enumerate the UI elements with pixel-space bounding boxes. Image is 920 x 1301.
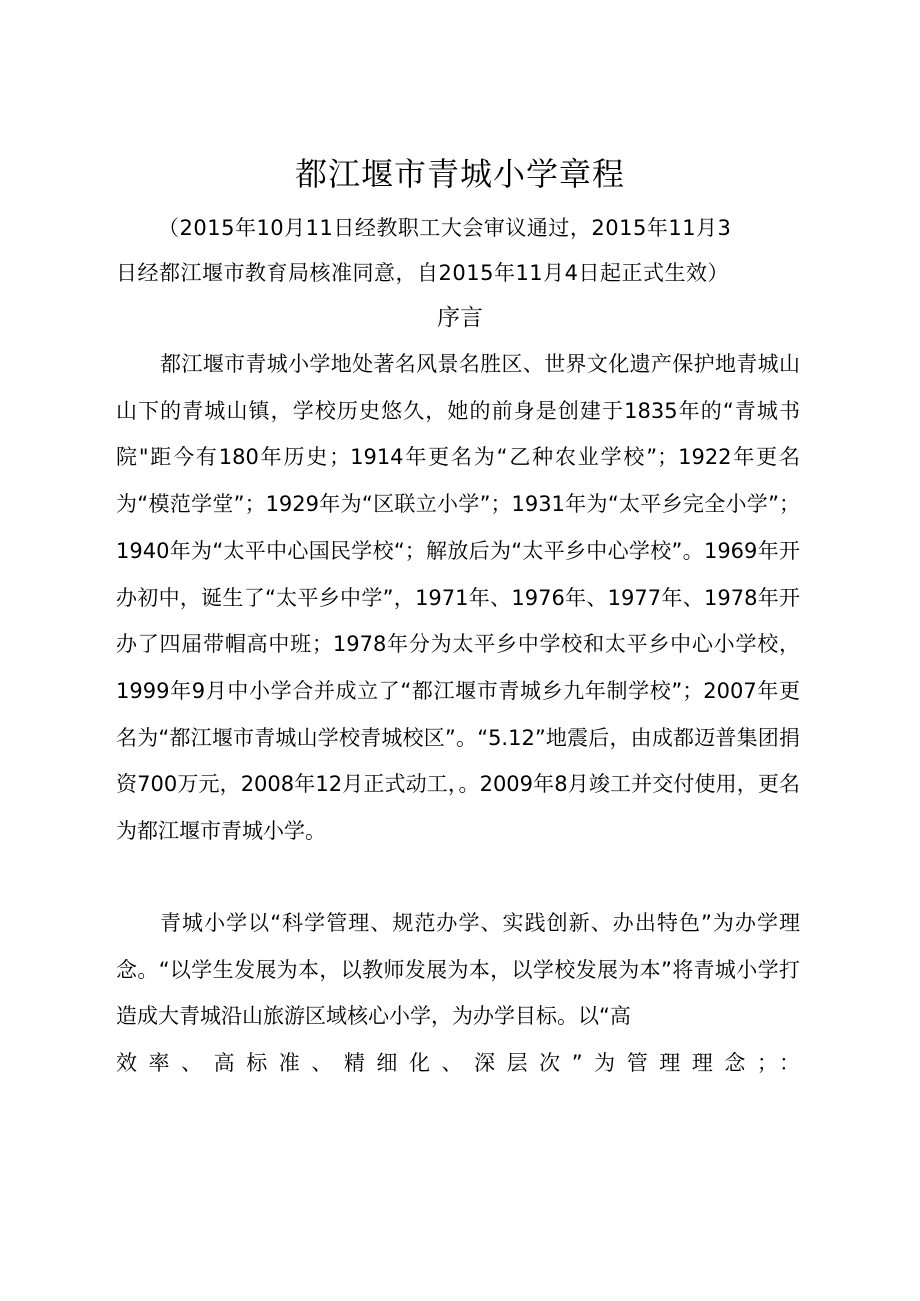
document-title: 都江堰市青城小学章程 — [294, 155, 625, 193]
approval-note-line-1: （2015年10月11日经教职工大会审议通过，2015年11月3 — [158, 216, 732, 240]
approval-note — [116, 206, 800, 296]
preface-paragraph-history: 都江堰市青城小学地处著名风景名胜区、世界文化遗产保护地青城山山下的青城山镇，学校历史悠久，她的前身是创建于1835年的“青城书院"距今有180年历史；1914年更名为“乙种农业学校”；1922年更名为“模范学堂”；1929年为“区联立小学”；1931年为“太平乡完全小学”；1940年为“太平中心国民学校“；解放后为“太平乡中心学校”。1969年开办初中，诞生了“太平乡中学”，1971年、1976年、1977年、1978年开办了四届带帽高中班；1978年分为太平乡中学校和太平乡中心小学校，1999年9月中小学合并成立了“都江堰市青城乡九年制学校”；2007年更名为“都江堰市青城山学校青城校区”。“5.12”地震后，由成都迈普集团捐资700万元，2008年12月正式动工，。2009年8月竣工并交付使用，更名为都江堰市青城小学。 — [116, 352, 800, 844]
approval-note-line-2: 日经都江堰市教育局核准同意，自2015年11月4日起正式生效） — [116, 261, 730, 285]
preface-paragraph-philosophy-last-line: 效率、高标准、精细化、深层次”为管理理念；： — [116, 1051, 800, 1075]
section-heading-preface: 序言 — [437, 305, 483, 331]
preface-paragraph-philosophy: 青城小学以“科学管理、规范办学、实践创新、办出特色”为办学理念。“以学生发展为本，以教师发展为本，以学校发展为本”将青城小学打造成大青城沿山旅游区域核心小学，为办学目标。以“高 — [116, 911, 800, 1029]
